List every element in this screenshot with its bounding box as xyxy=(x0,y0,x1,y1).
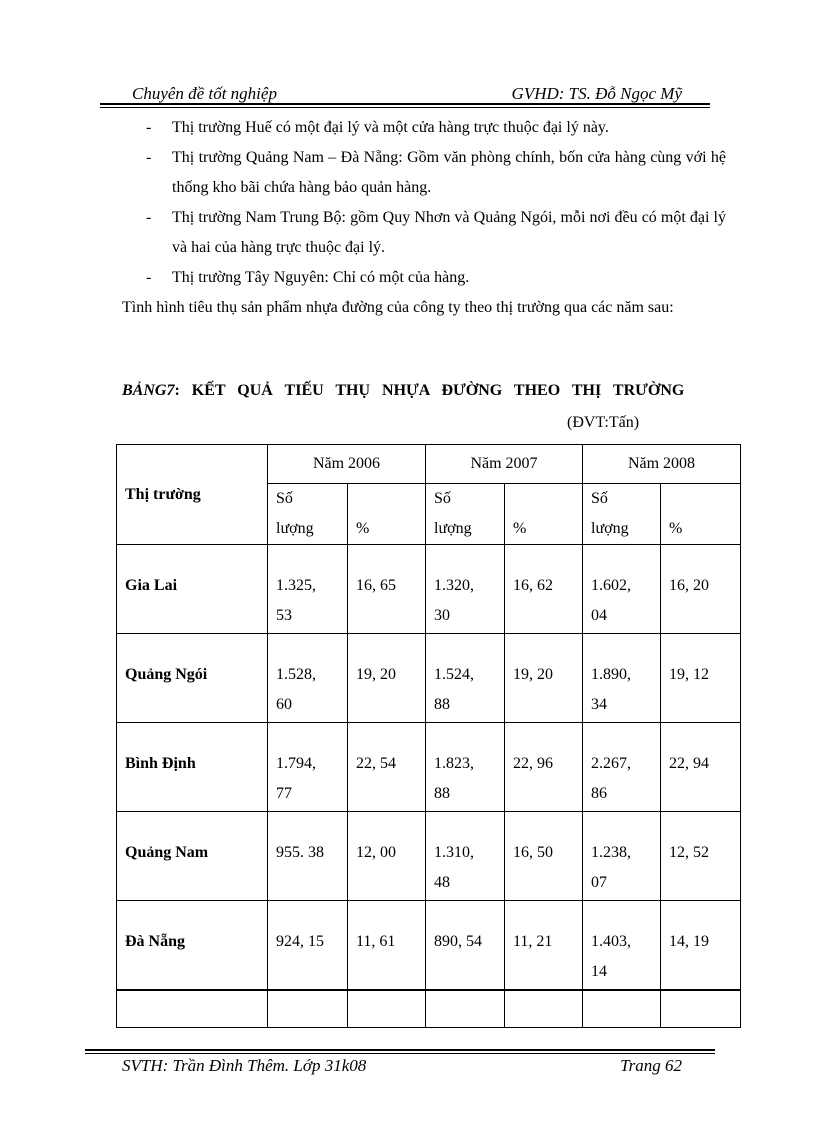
percent-cell: 19, 20 xyxy=(505,634,583,723)
empty-cell xyxy=(505,990,583,1028)
bullet-item: - Thị trường Quảng Nam – Đà Nẵng: Gồm văn phòng chính, bốn cửa hàng cùng với hệ thống kho bãi chứa hàng bảo quản hàng. xyxy=(146,143,726,203)
quantity-cell: 1.403, 14 xyxy=(583,901,661,990)
empty-cell xyxy=(117,990,268,1028)
sales-table xyxy=(116,444,741,1028)
quantity-cell: 1.238, 07 xyxy=(583,812,661,901)
header-left: Chuyên đề tốt nghiệp xyxy=(132,84,277,103)
bullet-item: - Thị trường Huế có một đại lý và một cửa hàng trực thuộc đại lý này. xyxy=(146,113,726,143)
percent-cell: 22, 94 xyxy=(661,723,741,812)
table-title xyxy=(122,382,726,400)
table-row xyxy=(117,812,741,901)
market-cell: Bình Định xyxy=(117,723,268,812)
percent-cell: 16, 65 xyxy=(348,545,426,634)
percent-cell: 14, 19 xyxy=(661,901,741,990)
empty-cell xyxy=(583,990,661,1028)
percent-cell: 22, 96 xyxy=(505,723,583,812)
quantity-cell: 1.528, 60 xyxy=(268,634,348,723)
header-right: GVHD: TS. Đỗ Ngọc Mỹ xyxy=(511,84,682,103)
quantity-cell: 2.267, 86 xyxy=(583,723,661,812)
market-cell: Quảng Ngói xyxy=(117,634,268,723)
market-cell: Quảng Nam xyxy=(117,812,268,901)
quantity-cell: 1.602, 04 xyxy=(583,545,661,634)
percent-cell: 12, 52 xyxy=(661,812,741,901)
bullet-item: - Thị trường Nam Trung Bộ: gồm Quy Nhơn và Quảng Ngói, mỗi nơi đều có một đại lý và hai của hàng trực thuộc đại lý. xyxy=(146,203,726,263)
percent-cell: 19, 12 xyxy=(661,634,741,723)
empty-cell xyxy=(661,990,741,1028)
table-title-text: : KẾT QUẢ TIẾU THỤ NHỰA ĐƯỜNG THEO THỊ TRƯỜNG xyxy=(174,382,685,399)
table-row xyxy=(117,901,741,990)
footer-rule xyxy=(85,1049,715,1054)
quantity-cell: 1.524, 88 xyxy=(426,634,505,723)
table-number: BẢNG7 xyxy=(122,382,175,399)
market-cell: Gia Lai xyxy=(117,545,268,634)
bullet-item: - Thị trường Tây Nguyên: Chỉ có một của hàng. xyxy=(146,263,726,293)
empty-cell xyxy=(268,990,348,1028)
quantity-cell: 955. 38 xyxy=(268,812,348,901)
page-header xyxy=(132,84,682,104)
year-header: Năm 2007 xyxy=(426,445,583,484)
market-cell: Đà Nẵng xyxy=(117,901,268,990)
quantity-cell: 1.890, 34 xyxy=(583,634,661,723)
quantity-cell: 890, 54 xyxy=(426,901,505,990)
year-header: Năm 2008 xyxy=(583,445,741,484)
quantity-cell: 1.823, 88 xyxy=(426,723,505,812)
percent-cell: 22, 54 xyxy=(348,723,426,812)
percent-cell: 16, 50 xyxy=(505,812,583,901)
footer-left: SVTH: Trần Đình Thêm. Lớp 31k08 xyxy=(122,1056,367,1075)
unit-label: (ĐVT:Tấn) xyxy=(567,414,640,431)
percent-cell: 16, 62 xyxy=(505,545,583,634)
pct-header: % xyxy=(505,484,583,545)
bullet-list xyxy=(146,113,726,293)
percent-cell: 19, 20 xyxy=(348,634,426,723)
quantity-cell: 1.325, 53 xyxy=(268,545,348,634)
empty-cell xyxy=(348,990,426,1028)
percent-cell: 12, 00 xyxy=(348,812,426,901)
table-row xyxy=(117,723,741,812)
pct-header: % xyxy=(348,484,426,545)
pct-header: % xyxy=(661,484,741,545)
empty-cell xyxy=(426,990,505,1028)
header-rule xyxy=(100,103,710,108)
intro-paragraph: Tình hình tiêu thụ sản phẩm nhựa đường của công ty theo thị trường qua các năm sau: xyxy=(122,299,674,316)
quantity-cell: 1.320, 30 xyxy=(426,545,505,634)
qty-header: Số lượng xyxy=(268,484,348,545)
percent-cell: 16, 20 xyxy=(661,545,741,634)
table-row xyxy=(117,634,741,723)
qty-header: Số lượng xyxy=(583,484,661,545)
percent-cell: 11, 61 xyxy=(348,901,426,990)
market-header: Thị trường xyxy=(117,445,268,545)
qty-header: Số lượng xyxy=(426,484,505,545)
quantity-cell: 924, 15 xyxy=(268,901,348,990)
page-number: Trang 62 xyxy=(620,1056,682,1075)
table-row xyxy=(117,545,741,634)
page-footer xyxy=(122,1056,682,1076)
quantity-cell: 1.310, 48 xyxy=(426,812,505,901)
quantity-cell: 1.794, 77 xyxy=(268,723,348,812)
percent-cell: 11, 21 xyxy=(505,901,583,990)
year-header: Năm 2006 xyxy=(268,445,426,484)
